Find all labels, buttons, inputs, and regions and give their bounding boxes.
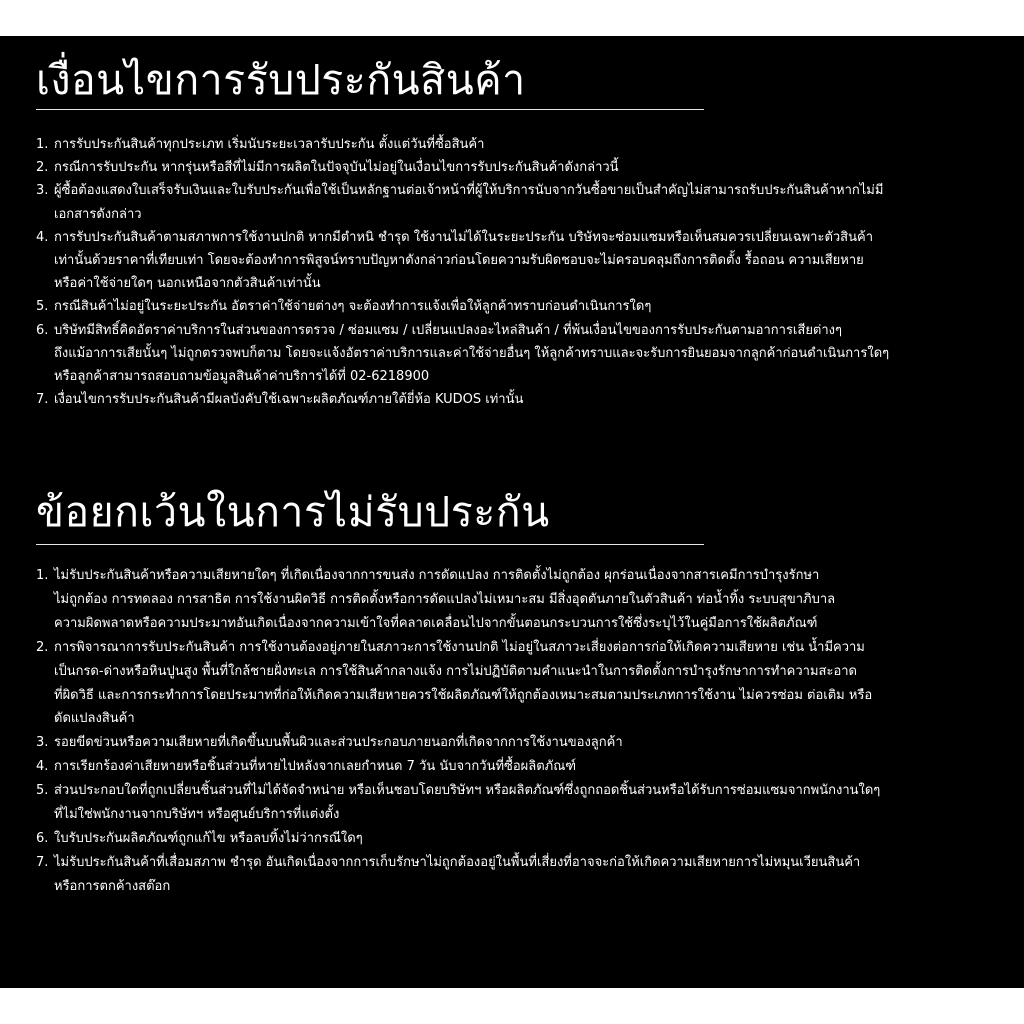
item-number: 5.	[36, 783, 49, 799]
warranty-conditions-list	[36, 133, 936, 411]
item-number: 4.	[36, 229, 49, 245]
list-item	[36, 755, 936, 779]
exclusions-list	[36, 564, 936, 899]
item-text: กรณีสินค้าไม่อยู่ในระยะประกัน อัตราค่าใช้จ่ายต่างๆ จะต้องทำการแจ้งเพื่อให้ลูกค้าทราบก่อนดำเนินการใดๆ	[54, 299, 652, 315]
list-item	[36, 388, 936, 411]
exclusions-title: ข้อยกเว้นในการไม่รับประกัน	[36, 488, 550, 536]
list-item	[36, 156, 936, 179]
item-number: 6.	[36, 322, 49, 338]
item-text: การพิจารณาการรับประกันสินค้า การใช้งานต้องอยู่ภายในสภาวะการใช้งานปกติ ไม่อยู่ในสภาวะเสี่ยงต่อการก่อให้เกิดความเสียหาย เช่น น้ำมีความ เป็นกรด-ด่างหรือหินปูนสูง พื้นที่ใกล้ชายฝั่งทะเล การใช้สินค้ากลางแจ้ง การไม่ปฏิบัติตามคำแนะนำในการติดตั้งการบำรุงรักษาการทำความสะอาด ที่ผิดวิธี และการกระทำการโดยประมาทที่ก่อให้เกิดความเสียหายควรใช้ผลิตภัณฑ์ให้ถูกต้องเหมาะสมตามประเภทการใช้งาน ไม่ควรซ่อม ต่อเติม หรือ ดัดแปลงสินค้า	[54, 639, 873, 727]
item-text: ผู้ซื้อต้องแสดงใบเสร็จรับเงินและใบรับประกันเพื่อใช้เป็นหลักฐานต่อเจ้าหน้าที่ผู้ให้บริการนับจากวันซื้อขายเป็นสำคัญไม่สามารถรับประกันสินค้าหากไม่มี เอกสารดังกล่าว	[54, 183, 884, 222]
item-text: รอยขีดข่วนหรือความเสียหายที่เกิดขึ้นบนพื้นผิวและส่วนประกอบภายนอกที่เกิดจากการใช้งานของลูกค้า	[54, 735, 623, 751]
list-item	[36, 851, 936, 899]
item-number: 1.	[36, 568, 49, 583]
item-text: การรับประกันสินค้าตามสภาพการใช้งานปกติ หากมีตำหนิ ชำรุด ใช้งานไม่ได้ในระยะประกัน บริษัทจะซ่อมแซมหรือเห็นสมควรเปลี่ยนเฉพาะตัวสินค้า เท่านั้นด้วยราคาที่เทียบเท่า โดยจะต้องทำการพิสูจน์ทราบปัญหาดังกล่าวก่อนโดยความรับผิดชอบจะไม่ครอบคลุมถึงการติดตั้ง รื้อถอน ความเสียหาย หรือค่าใช้จ่ายใดๆ นอกเหนือจากตัวสินค้าเท่านั้น	[54, 229, 873, 292]
item-text: ไม่รับประกันสินค้าหรือความเสียหายใดๆ ที่เกิดเนื่องจากการขนส่ง การดัดแปลง การติดตั้งไม่ถูกต้อง ผุกร่อนเนื่องจากสารเคมีการบำรุงรักษา ไม่ถูกต้อง การทดลอง การสาธิต การใช้งานผิดวิธี การติดตั้งหรือการดัดแปลงไม่เหมาะสม มีสิ่งอุดตันภายในตัวสินค้า ท่อน้ำทิ้ง ระบบสุขาภิบาล ความผิดพลาดหรือความประมาทอันเกิดเนื่องจากความเข้าใจที่คลาดเคลื่อนไปจากขั้นตอนกระบวนการใช้ซึ่งระบุไว้ในคู่มือการใช้ผลิตภัณฑ์	[54, 568, 836, 631]
warranty-conditions-title: เงื่อนไขการรับประกันสินค้า	[36, 56, 526, 104]
list-item	[36, 319, 936, 389]
terms-panel	[0, 36, 1024, 988]
item-number: 4.	[36, 759, 49, 775]
title-divider	[36, 109, 704, 110]
item-number: 1.	[36, 137, 49, 152]
item-number: 2.	[36, 639, 49, 655]
list-item	[36, 636, 936, 732]
item-text: บริษัทมีสิทธิ์คิดอัตราค่าบริการในส่วนของการตรวจ / ซ่อมแซม / เปลี่ยนแปลงอะไหล่สินค้า / ที่พ้นเงื่อนไขของการรับประกันตามอาการเสียต่างๆ ถึงแม้อาการเสียนั้นๆ ไม่ถูกตรวจพบก็ตาม โดยจะแจ้งอัตราค่าบริการและค่าใช้จ่ายอื่นๆ ให้ลูกค้าทราบและจะรับการยินยอมจากลูกค้าก่อนดำเนินการใดๆ หรือลูกค้าสามารถสอบถามข้อมูลสินค้าค่าบริการได้ที่ 02-6218900	[54, 322, 890, 385]
item-text: ส่วนประกอบใดที่ถูกเปลี่ยนชิ้นส่วนที่ไม่ได้จัดจำหน่าย หรือเห็นชอบโดยบริษัทฯ หรือผลิตภัณฑ์ซึ่งถูกถอดชิ้นส่วนหรือได้รับการซ่อมแซมจากพนักงานใดๆ ที่ไม่ใช่พนักงานจากบริษัทฯ หรือศูนย์บริการที่แต่งตั้ง	[54, 783, 881, 823]
item-number: 3.	[36, 735, 49, 751]
list-item	[36, 133, 936, 156]
list-item	[36, 731, 936, 755]
item-text: เงื่อนไขการรับประกันสินค้ามีผลบังคับใช้เฉพาะผลิตภัณฑ์ภายใต้ยี่ห้อ KUDOS เท่านั้น	[54, 392, 524, 408]
item-text: การเรียกร้องค่าเสียหายหรือชิ้นส่วนที่หายไปหลังจากเลยกำหนด 7 วัน นับจากวันที่ซื้อผลิตภัณฑ์	[54, 759, 577, 775]
title-divider	[36, 544, 704, 545]
item-text: การรับประกันสินค้าทุกประเภท เริ่มนับระยะเวลารับประกัน ตั้งแต่วันที่ซื้อสินค้า	[54, 137, 485, 152]
item-number: 7.	[36, 854, 49, 870]
item-number: 6.	[36, 830, 49, 846]
item-text: ไม่รับประกันสินค้าที่เสื่อมสภาพ ชำรุด อันเกิดเนื่องจากการเก็บรักษาไม่ถูกต้องอยู่ในพื้นที่เสี่ยงที่อาจจะก่อให้เกิดความเสียหายการไม่หมุนเวียนสินค้า หรือการตกค้างสต๊อก	[54, 854, 861, 894]
list-item	[36, 295, 936, 318]
list-item	[36, 827, 936, 851]
list-item	[36, 564, 936, 636]
list-item	[36, 226, 936, 296]
item-text: ใบรับประกันผลิตภัณฑ์ถูกแก้ไข หรือลบทิ้งไม่ว่ากรณีใดๆ	[54, 830, 363, 846]
item-number: 3.	[36, 183, 49, 199]
list-item	[36, 779, 936, 827]
item-number: 7.	[36, 392, 49, 408]
item-number: 5.	[36, 299, 49, 315]
item-text: กรณีการรับประกัน หากรุ่นหรือสีที่ไม่มีการผลิตในปัจจุบันไม่อยู่ในเงื่อนไขการรับประกันสินค้าดังกล่าวนี้	[54, 160, 619, 176]
item-number: 2.	[36, 160, 49, 176]
list-item	[36, 179, 936, 225]
